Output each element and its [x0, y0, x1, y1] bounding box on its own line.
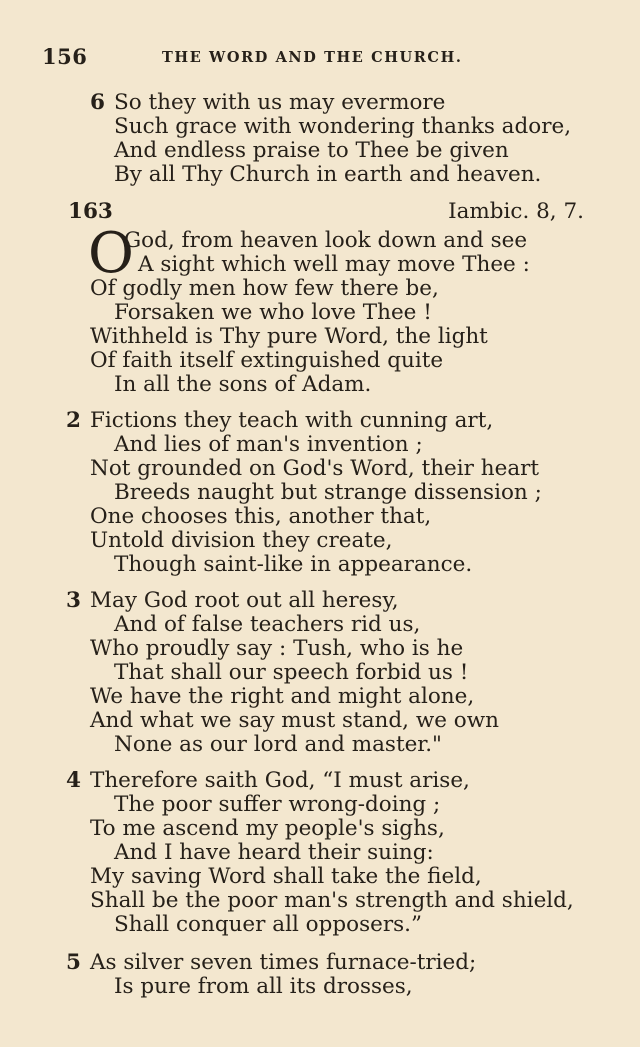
- verse-line: A sight which well may move Thee :: [138, 252, 530, 277]
- verse-line: Therefore saith God, “I must arise,: [90, 768, 470, 793]
- verse-line: So they with us may evermore: [114, 90, 446, 115]
- drop-cap: O: [88, 221, 134, 286]
- verse-line: The poor suffer wrong-doing ;: [114, 792, 441, 817]
- page-number: 156: [42, 44, 88, 69]
- verse-line: Such grace with wondering thanks adore,: [114, 114, 572, 139]
- verse-line: Of godly men how few there be,: [90, 276, 439, 301]
- verse-line: Fictions they teach with cunning art,: [90, 408, 494, 433]
- verse-line: And of false teachers rid us,: [114, 612, 421, 637]
- verse-line: Who proudly say : Tush, who is he: [90, 636, 464, 661]
- hymn-meter: Iambic. 8, 7.: [448, 199, 584, 224]
- verse-line: Is pure from all its drosses,: [114, 974, 413, 999]
- verse-line: Of faith itself extinguished quite: [90, 348, 444, 373]
- stanza-number: 6: [90, 90, 105, 115]
- verse-line: None as our lord and master.": [114, 732, 442, 757]
- verse-line: My saving Word shall take the field,: [90, 864, 482, 889]
- verse-line: Breeds naught but strange dissension ;: [114, 480, 542, 505]
- stanza-number: 5: [66, 950, 81, 975]
- verse-line: And what we say must stand, we own: [90, 708, 499, 733]
- verse-line: To me ascend my people's sighs,: [90, 816, 445, 841]
- verse-line: May God root out all heresy,: [90, 588, 399, 613]
- verse-line: And endless praise to Thee be given: [114, 138, 509, 163]
- verse-line: God, from heaven look down and see: [124, 228, 528, 253]
- verse-line: Withheld is Thy pure Word, the light: [90, 324, 488, 349]
- verse-line: That shall our speech forbid us !: [114, 660, 469, 685]
- verse-line: Shall be the poor man's strength and shield,: [90, 888, 574, 913]
- verse-line: Though saint-like in appearance.: [114, 552, 473, 577]
- verse-line: By all Thy Church in earth and heaven.: [114, 162, 542, 187]
- stanza-number: 4: [66, 768, 81, 793]
- verse-line: We have the right and might alone,: [90, 684, 475, 709]
- running-head: THE WORD AND THE CHURCH.: [162, 49, 463, 66]
- verse-line: Forsaken we who love Thee !: [114, 300, 432, 325]
- stanza-number: 2: [66, 408, 81, 433]
- verse-line: As silver seven times furnace-tried;: [90, 950, 477, 975]
- verse-line: In all the sons of Adam.: [114, 372, 372, 397]
- verse-line: Not grounded on God's Word, their heart: [90, 456, 540, 481]
- page-header: [42, 44, 600, 72]
- verse-line: Untold division they create,: [90, 528, 393, 553]
- hymn-number: 163: [68, 199, 113, 224]
- verse-line: And I have heard their suing:: [114, 840, 434, 865]
- stanza-number: 3: [66, 588, 81, 613]
- verse-line: One chooses this, another that,: [90, 504, 432, 529]
- verse-line: And lies of man's invention ;: [114, 432, 423, 457]
- verse-line: Shall conquer all opposers.”: [114, 912, 422, 937]
